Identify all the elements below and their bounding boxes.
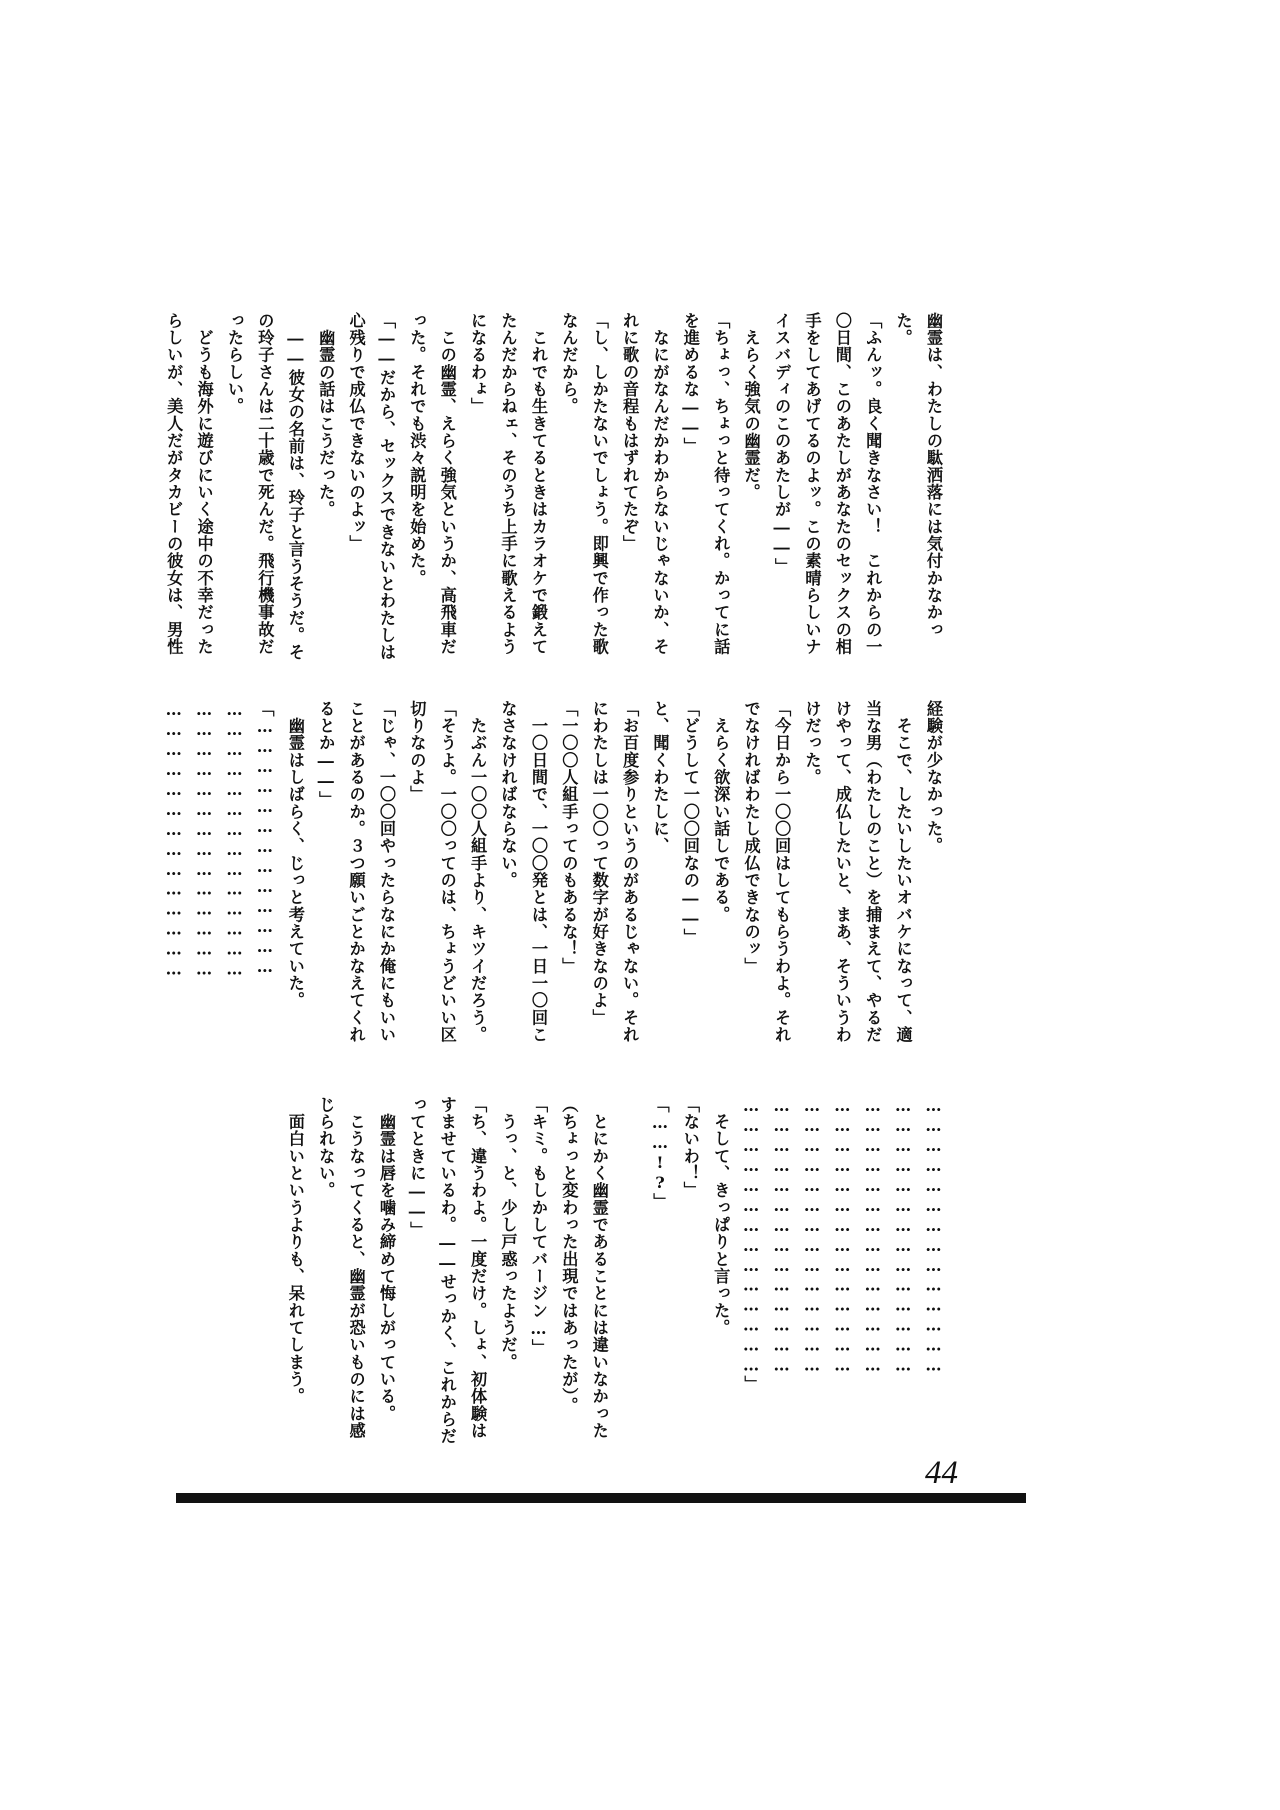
text-column: た。 xyxy=(893,312,913,347)
text-column: …………………………………… xyxy=(924,1096,943,1376)
text-column: ――彼女の名前は、玲子と言うそうだ。そ xyxy=(285,312,305,662)
page-number: 44 xyxy=(925,1455,958,1491)
text-column: ことがあるのか。３つ願いごとかなえてくれ xyxy=(346,700,366,1044)
text-column: 一〇日間で、一〇〇発とは、一日一〇回こ xyxy=(528,700,548,1044)
text-column: そこで、したいしたいオバケになって、適 xyxy=(893,700,913,1044)
text-column: …………………………………… xyxy=(194,700,214,980)
text-column: ってときに――」 xyxy=(407,1096,427,1239)
text-column: …………………………………… xyxy=(225,700,245,980)
text-column: うっ、と、少し戸惑ったようだ。 xyxy=(498,1096,518,1371)
text-column: なにがなんだかわからないじゃないか、そ xyxy=(650,312,670,656)
text-column: 幽霊は、わたしの駄洒落には気付かなかっ xyxy=(924,312,943,639)
text-column: 「ないわ！」 xyxy=(680,1096,700,1200)
text-column: 「今日から一〇〇回はしてもらうわよ。それ xyxy=(772,700,792,1044)
text-column: 〇日間、このあたしがあなたのセックスの相 xyxy=(832,312,852,656)
text-column: ……………………………………」 xyxy=(741,1096,761,1393)
text-column: の玲子さんは二十歳で死んだ。飛行機事故だ xyxy=(255,312,275,656)
text-column: これでも生きてるときはカラオケで鍛えて xyxy=(528,312,548,656)
text-column: …………………………………… xyxy=(893,1096,913,1376)
text-column: こうなってくると、幽霊が恐いものには感 xyxy=(346,1096,366,1440)
text-column: イスバディのこのあたしが――」 xyxy=(772,312,792,576)
text-column: …………………………………… xyxy=(863,1096,883,1376)
text-column: …………………………………… xyxy=(802,1096,822,1376)
text-column: この幽霊、えらく強気というか、高飛車だ xyxy=(437,312,457,656)
text-column: けやって、成仏したいと、まあ、そういうわ xyxy=(832,700,852,1044)
text-column: …………………………………… xyxy=(772,1096,792,1376)
footer-rule xyxy=(176,1493,1026,1503)
text-column: 「一〇〇人組手ってのもあるな！」 xyxy=(559,700,579,975)
text-column: 心残りで成仏できないのよッ」 xyxy=(346,312,366,553)
text-column: った。それでも渋々説明を始めた。 xyxy=(407,312,427,587)
text-column: じられない。 xyxy=(316,1096,336,1200)
text-column: 「そうよ。一〇〇ってのは、ちょうどいい区 xyxy=(437,700,457,1044)
text-column: えらく欲深い話しである。 xyxy=(711,700,731,924)
text-column: 「ち、違うわよ。一度だけ。しょ、初体験は xyxy=(468,1096,488,1440)
text-column: 「キミ。もしかしてバージン…」 xyxy=(528,1096,548,1357)
text-column: 幽霊はしばらく、じっと考えていた。 xyxy=(285,700,305,1010)
text-column: …………………………………… xyxy=(164,700,184,980)
text-column: なんだから。 xyxy=(559,312,579,416)
text-column: 幽霊の話はこうだった。 xyxy=(316,312,336,519)
text-column: （ちょっと変わった出現ではあったが）。 xyxy=(559,1096,579,1415)
text-column: たんだからねェ、そのうち上手に歌えるよう xyxy=(498,312,518,656)
text-column: とにかく幽霊であることには違いなかった xyxy=(589,1096,609,1440)
text-column: れに歌の音程もはずれてたぞ」 xyxy=(620,312,640,553)
text-column: にわたしは一〇〇って数字が好きなのよ」 xyxy=(589,700,609,1027)
text-tier-middle xyxy=(164,700,948,1068)
text-column: でなければわたし成仏できなのッ」 xyxy=(741,700,761,975)
text-column: 手をしてあげてるのよッ。この素晴らしいナ xyxy=(802,312,822,656)
text-column: 経験が少なかった。 xyxy=(924,700,943,855)
text-column: 「どうして一〇〇回なの――」 xyxy=(680,700,700,947)
text-tier-top xyxy=(164,312,948,684)
text-column: を進めるな――」 xyxy=(680,312,700,455)
text-column: 面白いというよりも、呆れてしまう。 xyxy=(285,1096,305,1406)
text-column: るとか――」 xyxy=(316,700,336,809)
text-column: 幽霊は唇を噛み締めて悔しがっている。 xyxy=(376,1096,396,1423)
text-column: けだった。 xyxy=(802,700,822,786)
text-tier-bottom xyxy=(228,1096,948,1452)
text-column: ったらしい。 xyxy=(225,312,245,416)
text-column: らしいが、美人だがタカビーの彼女は、男性 xyxy=(164,312,184,656)
text-column: どうも海外に遊びにいく途中の不幸だった xyxy=(194,312,214,656)
text-column: なさなければならない。 xyxy=(498,700,518,889)
text-column: えらく強気の幽霊だ。 xyxy=(741,312,761,501)
text-column: 「ふんッ。良く聞きなさい！ これからの一 xyxy=(863,312,883,656)
text-column: 「じゃ、一〇〇回やったらなにか俺にもいい xyxy=(376,700,396,1044)
text-column: たぶん一〇〇人組手より、キツイだろう。 xyxy=(468,700,488,1044)
text-column: になるわょ」 xyxy=(468,312,488,416)
text-column: すませているわ。――せっかく、これからだ xyxy=(437,1096,457,1446)
text-column: 「お百度参りというのがあるじゃない。それ xyxy=(620,700,640,1044)
text-column: そして、きっぱりと言った。 xyxy=(711,1096,731,1337)
text-column: 切りなのよ」 xyxy=(407,700,427,804)
text-column: 「――だから、セックスできないとわたしは xyxy=(376,312,396,662)
text-column: 「ちょっ、ちょっと待ってくれ。かってに話 xyxy=(711,312,731,656)
text-column: と、聞くわたしに、 xyxy=(650,700,670,855)
text-column: 当な男（わたしのこと）を捕まえて、やるだ xyxy=(863,700,883,1044)
text-column: 「し、しかたないでしょう。即興で作った歌 xyxy=(589,312,609,656)
text-column: 「……!?」 xyxy=(650,1096,670,1211)
text-column: 「………………………………… xyxy=(255,700,275,977)
text-column: …………………………………… xyxy=(832,1096,852,1376)
